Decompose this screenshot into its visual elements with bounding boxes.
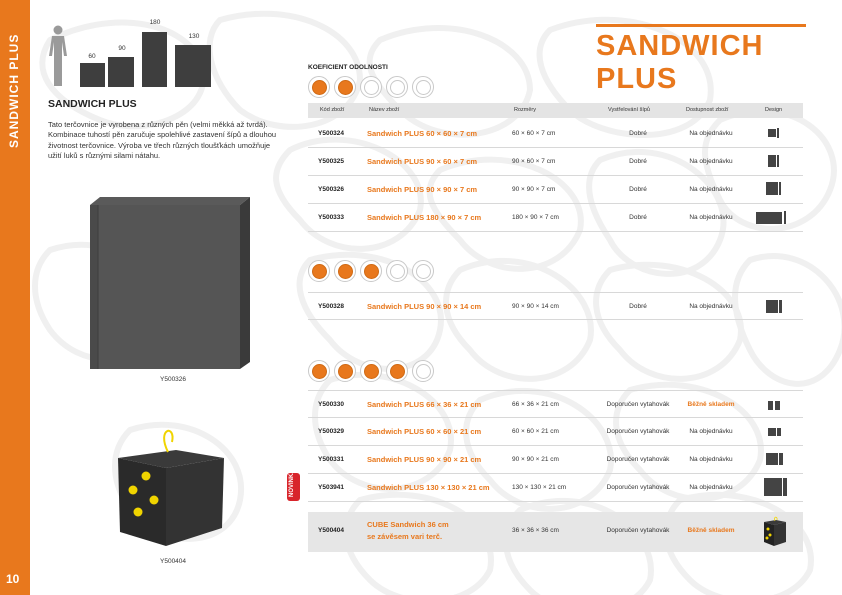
size-bar [80,63,105,87]
product-name[interactable]: Sandwich PLUS 90 × 90 × 14 cm [367,302,482,311]
durability-rating [308,360,434,382]
rating-dot-empty [386,260,408,282]
col-header-design: Design [765,107,783,113]
product-heading: SANDWICH PLUS [48,98,137,110]
product-size: 130 × 130 × 21 cm [512,484,567,491]
shooting-value: Doporučen vytahovák [606,428,670,435]
col-header-code: Kód zboží [320,107,345,113]
availability: Na objednávku [689,484,733,491]
design-thumbnail [756,516,796,548]
product-description: Tato terčovnice je vyrobena z různých pěn (velmi měkká až tvrdá). Kombinace tuhostí pěn zaručuje spolehlivé zastavení šípů a dlouhou životnost terčovnice. Výroba ve třech různých tloušťkách umožňuje užití luků s různými silami nátahu. [48,120,277,160]
product-code: Y500329 [318,428,345,435]
rating-dot-filled [360,360,382,382]
title-rule [596,24,806,27]
page-number: 10 [6,572,20,586]
product-size: 90 × 90 × 14 cm [512,303,559,310]
product-name[interactable]: Sandwich PLUS 90 × 90 × 21 cm [367,455,482,464]
rating-dot-empty [412,76,434,98]
product-name[interactable]: Sandwich PLUS 60 × 60 × 7 cm [367,129,478,138]
table-row[interactable] [308,204,803,232]
shooting-value: Doporučen vytahovák [606,401,670,408]
shooting-value: Doporučen vytahovák [606,527,670,534]
product-name[interactable]: Sandwich PLUS 66 × 36 × 21 cm [367,400,482,409]
col-header-availability: Dostupnost zboží [686,107,729,113]
product-name-line2[interactable]: se závěsem vari terč. [367,532,443,541]
product-size: 180 × 90 × 7 cm [512,214,559,221]
product-size: 90 × 90 × 7 cm [512,186,556,193]
product-code: Y500330 [318,401,345,408]
square-target-caption: Y500326 [160,376,187,383]
shooting-value: Dobré [629,158,647,165]
shooting-value: Doporučen vytahovák [606,456,670,463]
rating-dot-filled [334,260,356,282]
size-label: 60 [88,53,96,60]
sidebar-title: SANDWICH PLUS [7,33,21,148]
product-code: Y500331 [318,456,345,463]
cube-target-caption: Y500404 [160,558,187,565]
col-header-size: Rozměry [514,107,537,113]
design-thumbnail [756,180,796,200]
size-label: 180 [149,19,161,26]
rating-dot-filled [386,360,408,382]
square-target-image [90,197,250,372]
rating-dot-filled [360,260,382,282]
table-row[interactable] [308,474,803,502]
rating-dot-filled [308,360,330,382]
product-name[interactable]: Sandwich PLUS 90 × 60 × 7 cm [367,157,478,166]
availability: Na objednávku [689,186,733,193]
table-header [308,103,803,118]
col-header-shooting: Vystřelování šípů [608,107,650,113]
person-silhouette-icon [47,25,69,87]
rating-dot-empty [386,76,408,98]
availability: Na objednávku [689,303,733,310]
shooting-value: Dobré [629,303,647,310]
product-name[interactable]: Sandwich PLUS 130 × 130 × 21 cm [367,483,490,492]
product-size: 90 × 90 × 21 cm [512,456,559,463]
new-badge-label: NOVINKA [289,469,295,497]
rating-dot-empty [412,360,434,382]
shooting-value: Dobré [629,186,647,193]
coefficient-label: KOEFICIENT ODOLNOSTI [308,64,388,71]
product-size: 60 × 60 × 7 cm [512,130,556,137]
product-code: Y500326 [318,186,345,193]
shooting-value: Dobré [629,214,647,221]
col-header-name: Název zboží [369,107,400,113]
shooting-value: Dobré [629,130,647,137]
product-size: 60 × 60 × 21 cm [512,428,559,435]
availability: Na objednávku [689,428,733,435]
table-row[interactable] [308,292,803,320]
design-thumbnail [756,297,796,317]
product-name[interactable]: Sandwich PLUS 180 × 90 × 7 cm [367,213,482,222]
rating-dot-empty [412,260,434,282]
size-label: 130 [188,33,200,40]
table-row[interactable] [308,148,803,176]
design-thumbnail [756,450,796,470]
product-name-line1[interactable]: CUBE Sandwich 36 cm [367,520,449,529]
product-code: Y500324 [318,130,345,137]
rating-dot-filled [308,76,330,98]
product-size: 36 × 36 × 36 cm [512,527,559,534]
new-badge [287,469,300,501]
design-thumbnail [756,208,796,228]
product-name[interactable]: Sandwich PLUS 90 × 90 × 7 cm [367,185,478,194]
size-comparison-figure [47,15,217,87]
design-thumbnail [756,422,796,442]
table-row[interactable] [308,176,803,204]
table-row[interactable] [308,390,803,418]
product-code: Y503941 [318,484,345,491]
availability: Na objednávku [689,158,733,165]
table-row[interactable] [308,418,803,446]
cube-target-image [116,428,236,554]
size-bar [108,57,134,87]
shooting-value: Doporučen vytahovák [606,484,670,491]
product-code: Y500404 [318,527,345,534]
rating-dot-filled [308,260,330,282]
availability: Na objednávku [689,456,733,463]
sidebar [0,0,30,595]
rating-dot-filled [334,76,356,98]
availability: Běžně skladem [687,401,735,408]
availability: Na objednávku [689,130,733,137]
durability-rating [308,260,434,282]
product-code: Y500333 [318,214,345,221]
durability-rating [308,76,434,98]
table-row[interactable] [308,446,803,474]
availability: Běžně skladem [687,527,735,534]
size-label: 90 [118,45,126,52]
rating-dot-filled [334,360,356,382]
size-bar [175,45,211,87]
product-size: 90 × 60 × 7 cm [512,158,556,165]
page-title: SANDWICH PLUS [596,30,764,95]
size-bar [142,32,167,87]
table-row[interactable] [308,120,803,148]
availability: Na objednávku [689,214,733,221]
rating-dot-empty [360,76,382,98]
table-row[interactable] [308,512,803,552]
design-thumbnail [756,395,796,415]
design-thumbnail [756,152,796,172]
product-code: Y500325 [318,158,345,165]
design-thumbnail [756,478,796,498]
product-code: Y500328 [318,303,345,310]
product-name[interactable]: Sandwich PLUS 60 × 60 × 21 cm [367,427,482,436]
design-thumbnail [756,124,796,144]
product-size: 66 × 36 × 21 cm [512,401,559,408]
